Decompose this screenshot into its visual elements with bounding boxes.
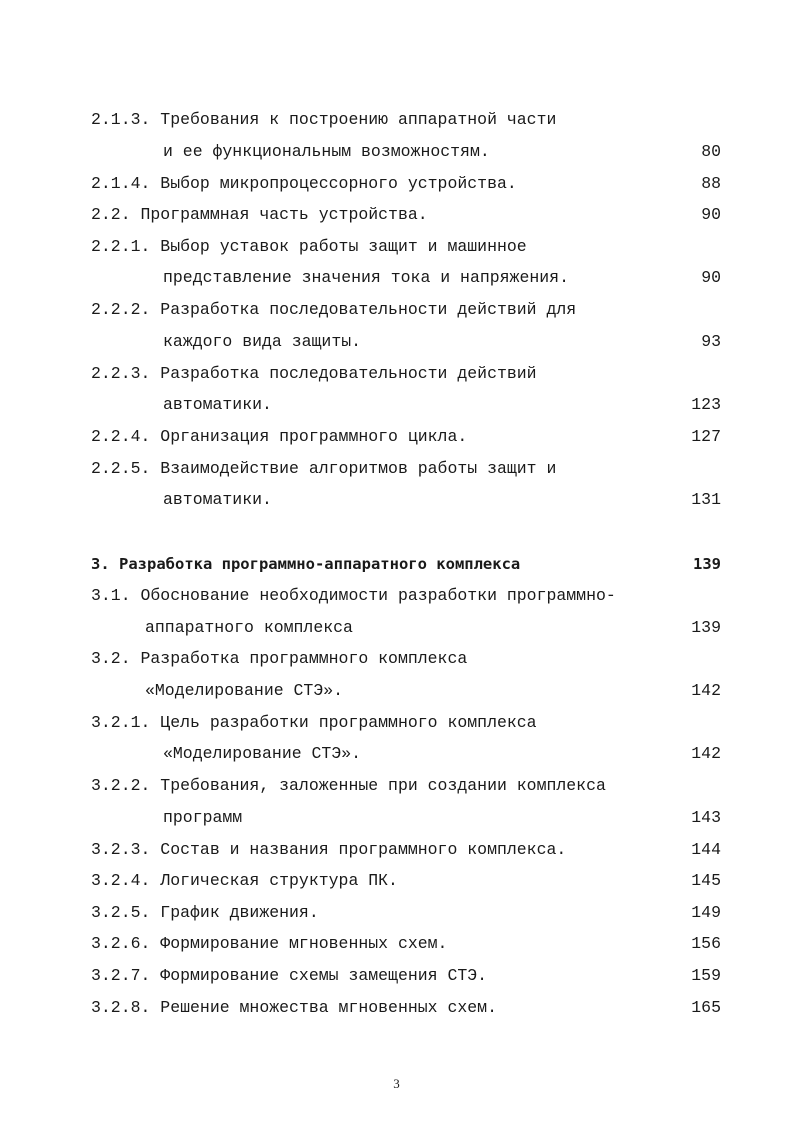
toc-entry-page: 139: [691, 618, 721, 637]
toc-entry-page: 159: [691, 966, 721, 985]
toc-entry-title: автоматики.: [163, 490, 272, 509]
toc-entry-title: каждого вида защиты.: [163, 332, 362, 351]
toc-entry[interactable]: [0, 170, 793, 198]
toc-entry-page: 90: [701, 268, 721, 287]
toc-entry-title: 3.2.3. Состав и названия программного комплекса.: [91, 840, 567, 859]
toc-entry-title: 2.1.4. Выбор микропроцессорного устройства.: [91, 174, 517, 193]
toc-entry-page: 131: [691, 490, 721, 509]
toc-entry-title: 2.1.3. Требования к построению аппаратной части: [91, 110, 557, 129]
toc-entry-page: 93: [701, 332, 721, 351]
toc-entry-title: представление значения тока и напряжения.: [163, 268, 569, 287]
toc-entry[interactable]: [0, 930, 793, 958]
toc-entry[interactable]: [0, 994, 793, 1022]
toc-entry-title: 2.2.5. Взаимодействие алгоритмов работы защит и: [91, 459, 557, 478]
toc-entry-page: 142: [691, 744, 721, 763]
toc-entry-page: 80: [701, 142, 721, 161]
toc-chapter-title: 3. Разработка программно-аппаратного комплекса: [91, 555, 521, 573]
toc-entry-title: программ: [163, 808, 243, 827]
toc-entry-continuation[interactable]: [0, 804, 793, 832]
toc-entry[interactable]: [0, 899, 793, 927]
toc-entry[interactable]: [0, 455, 793, 483]
toc-entry-page: 145: [691, 871, 721, 890]
toc-entry-page: 143: [691, 808, 721, 827]
toc-entry-title: 3.2.8. Решение множества мгновенных схем.: [91, 998, 497, 1017]
toc-entry[interactable]: [0, 296, 793, 324]
toc-entry-page: 127: [691, 427, 721, 446]
toc-entry-page: 144: [691, 840, 721, 859]
toc-entry-title: 3.2.5. График движения.: [91, 903, 319, 922]
toc-entry-title: и ее функциональным возможностям.: [163, 142, 490, 161]
toc-entry-page: 90: [701, 205, 721, 224]
toc-entry-continuation[interactable]: [0, 328, 793, 356]
toc-entry-title: «Моделирование СТЭ».: [145, 681, 344, 700]
toc-entry-title: 3.2.2. Требования, заложенные при создании комплекса: [91, 776, 606, 795]
toc-entry[interactable]: [0, 645, 793, 673]
toc-entry-title: 2.2.3. Разработка последовательности действий: [91, 364, 537, 383]
toc-entry-title: 3.2.6. Формирование мгновенных схем.: [91, 934, 448, 953]
toc-entry-continuation[interactable]: [0, 138, 793, 166]
toc-entry-continuation[interactable]: [0, 614, 793, 642]
toc-entry-page: 88: [701, 174, 721, 193]
toc-entry-title: «Моделирование СТЭ».: [163, 744, 362, 763]
toc-entry-title: 3.2.1. Цель разработки программного комплекса: [91, 713, 537, 732]
toc-entry-page: 123: [691, 395, 721, 414]
toc-entry[interactable]: [0, 106, 793, 134]
toc-entry[interactable]: [0, 867, 793, 895]
toc-entry[interactable]: [0, 709, 793, 737]
toc-entry-title: 2.2.1. Выбор уставок работы защит и машинное: [91, 237, 527, 256]
toc-entry-title: 2.2.4. Организация программного цикла.: [91, 427, 468, 446]
toc-entry-title: 3.2.4. Логическая структура ПК.: [91, 871, 398, 890]
toc-entry-title: автоматики.: [163, 395, 272, 414]
toc-entry-page: 165: [691, 998, 721, 1017]
toc-entry[interactable]: [0, 360, 793, 388]
toc-entry[interactable]: [0, 836, 793, 864]
toc-entry[interactable]: [0, 233, 793, 261]
toc-entry[interactable]: [0, 423, 793, 451]
toc-entry-title: 2.2.2. Разработка последовательности действий для: [91, 300, 577, 319]
toc-entry-continuation[interactable]: [0, 264, 793, 292]
toc-entry-page: 149: [691, 903, 721, 922]
toc-entry-title: 3.1. Обоснование необходимости разработки программно-: [91, 586, 616, 605]
toc-entry[interactable]: [0, 582, 793, 610]
page-number: 3: [393, 1076, 400, 1091]
toc-entry-title: аппаратного комплекса: [145, 618, 353, 637]
toc-entry-continuation[interactable]: [0, 677, 793, 705]
toc-entry[interactable]: [0, 962, 793, 990]
toc-entry[interactable]: [0, 201, 793, 229]
toc-entry-title: 2.2. Программная часть устройства.: [91, 205, 428, 224]
toc-entry-continuation[interactable]: [0, 391, 793, 419]
toc-entry-page: 142: [691, 681, 721, 700]
toc-chapter-heading[interactable]: [0, 550, 793, 578]
toc-chapter-page: 139: [693, 555, 721, 573]
toc-entry-page: 156: [691, 934, 721, 953]
toc-entry-continuation[interactable]: [0, 486, 793, 514]
toc-entry-continuation[interactable]: [0, 740, 793, 768]
toc-entry-title: 3.2.7. Формирование схемы замещения СТЭ.: [91, 966, 488, 985]
toc-entry[interactable]: [0, 772, 793, 800]
toc-entry-title: 3.2. Разработка программного комплекса: [91, 649, 468, 668]
